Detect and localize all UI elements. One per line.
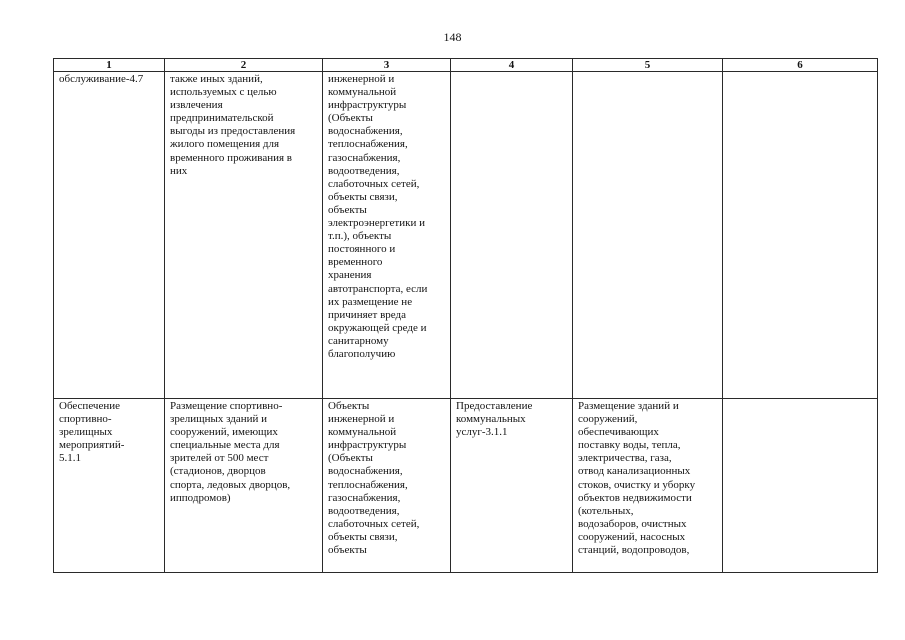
table-cell [54, 399, 165, 573]
column-header-3: 3 [323, 59, 451, 72]
table-cell [723, 72, 878, 399]
cell-text: также иных зданий, используемых с целью извлечения предпринимательской выгоды из предоставления жилого помещения для временного проживания в них [170, 73, 296, 177]
cell-text: инженерной и коммунальной инфраструктуры (Объекты водоснабжения, теплоснабжения, газоснабжения, водоотведения, слаботочных сетей, объекты связи, объекты электроэнергетики и т.п.), объекты постоянного и временного хранения автотранспорта, если их размещение не причиняет вреда окружающей среде и санитарному благополучию [328, 73, 428, 360]
cell-text: обслуживание-4.7 [59, 73, 144, 85]
cell-text: Объекты инженерной и коммунальной инфраструктуры (Объекты водоснабжения, теплоснабжения, газоснабжения, водоотведения, слаботочных сетей, объекты связи, объекты [328, 400, 420, 557]
cell-text: Предоставление коммунальных услуг-3.1.1 [456, 400, 533, 439]
table-row [54, 72, 878, 399]
table-cell [573, 72, 723, 399]
table-cell [451, 72, 573, 399]
column-header-2: 2 [165, 59, 323, 72]
regulations-table [53, 58, 878, 573]
table-cell [54, 72, 165, 399]
table-header-row [54, 59, 878, 72]
column-header-5: 5 [573, 59, 723, 72]
column-header-1: 1 [54, 59, 165, 72]
column-header-6: 6 [723, 59, 878, 72]
table-cell [323, 399, 451, 573]
table-cell [573, 399, 723, 573]
table-cell [165, 399, 323, 573]
table-cell [165, 72, 323, 399]
table-cell [323, 72, 451, 399]
cell-text: Обеспечение спортивно- зрелищных мероприятий- 5.1.1 [59, 400, 125, 465]
table-cell [451, 399, 573, 573]
cell-text: Размещение спортивно- зрелищных зданий и сооружений, имеющих специальные места для зрителей от 500 мест (стадионов, дворцов спорта, ледовых дворцов, ипподромов) [170, 400, 291, 504]
column-header-4: 4 [451, 59, 573, 72]
table-cell [723, 399, 878, 573]
table-row [54, 399, 878, 573]
cell-text: Размещение зданий и сооружений, обеспечивающих поставку воды, тепла, электричества, газа, отвод канализационных стоков, очистку и уборку объектов недвижимости (котельных, водозаборов, очистных сооружений, насосных станций, водопроводов, [578, 400, 696, 557]
page-number: 148 [443, 30, 462, 44]
